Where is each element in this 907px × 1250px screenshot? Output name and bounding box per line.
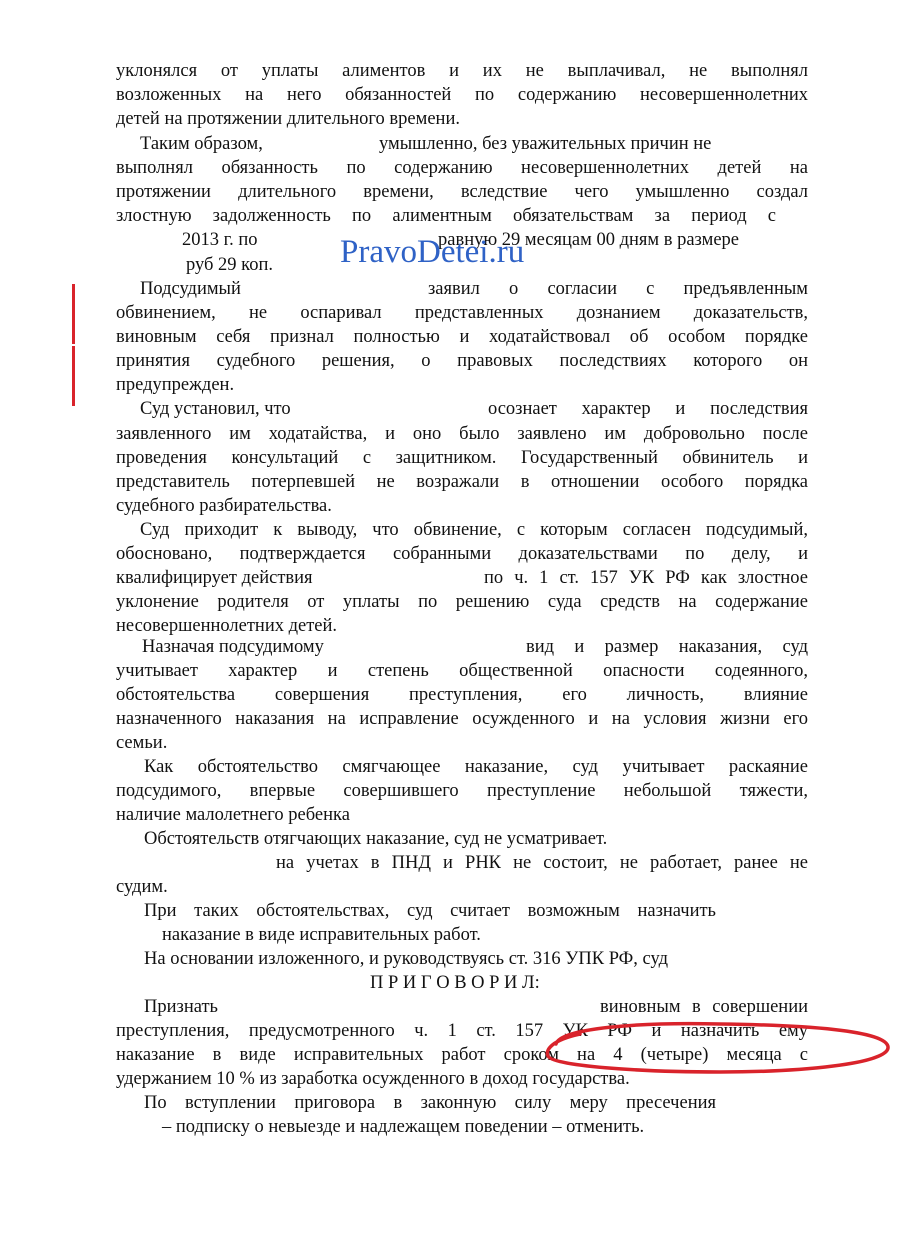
text-segment: Признать xyxy=(144,997,218,1017)
text-line: заявленного им ходатайства, и оно было заявлено им добровольно после xyxy=(116,424,808,444)
text-segment: осознает характер и последствия xyxy=(488,399,808,419)
text-segment: по ч. 1 ст. 157 УК РФ как злостное xyxy=(484,568,808,588)
text-line: назначенного наказания на исправление осужденного и на условия жизни его xyxy=(116,709,808,729)
text-line: принятия судебного решения, о правовых последствиях которого он xyxy=(116,351,808,371)
verdict-heading: П Р И Г О В О Р И Л: xyxy=(370,973,540,993)
text-segment: 2013 г. по xyxy=(182,230,258,250)
text-line: обосновано, подтверждается собранными доказательствами по делу, и xyxy=(116,544,808,564)
text-line: наказание в виде исправительных работ. xyxy=(162,925,481,945)
text-line: обстоятельства совершения преступления, его личность, влияние xyxy=(116,685,808,705)
text-line: наличие малолетнего ребенка xyxy=(116,805,350,825)
text-line: На основании изложенного, и руководствуясь ст. 316 УПК РФ, суд xyxy=(144,949,668,969)
text-line: выполнял обязанность по содержанию несовершеннолетних детей на xyxy=(116,158,808,178)
text-segment: вид и размер наказания, суд xyxy=(526,637,808,657)
text-line: злостную задолженность по алиментным обязательствам за период с xyxy=(116,206,776,226)
text-line: виновным себя признал полностью и ходатайствовал об особом порядке xyxy=(116,327,808,347)
text-line: проведения консультаций с защитником. Государственный обвинитель и xyxy=(116,448,808,468)
text-line: протяжении длительного времени, вследствие чего умышленно создал xyxy=(116,182,808,202)
text-line: – подписку о невыезде и надлежащем поведении – отменить. xyxy=(162,1117,645,1137)
text-segment: виновным в совершении xyxy=(600,997,808,1017)
text-line: детей на протяжении длительного времени. xyxy=(116,109,460,129)
text-line: При таких обстоятельствах, суд считает возможным назначить xyxy=(144,901,716,921)
text-line: Как обстоятельство смягчающее наказание, суд учитывает раскаяние xyxy=(144,757,808,777)
text-line: По вступлении приговора в законную силу меру пресечения xyxy=(144,1093,716,1113)
text-line: наказание в виде исправительных работ сроком на 4 (четыре) месяца с xyxy=(116,1045,808,1065)
text-line: судим. xyxy=(116,877,168,897)
text-line: судебного разбирательства. xyxy=(116,496,332,516)
text-segment: руб 29 коп. xyxy=(186,255,273,275)
text-segment: заявил о согласии с предъявленным xyxy=(428,279,808,299)
text-segment: равную 29 месяцам 00 дням в размере xyxy=(438,230,739,250)
text-line: Суд приходит к выводу, что обвинение, с которым согласен подсудимый, xyxy=(140,520,808,540)
highlight-ellipse-stroke xyxy=(547,1024,888,1072)
text-segment: Таким образом, xyxy=(140,134,263,154)
text-line: преступления, предусмотренного ч. 1 ст. 157 УК РФ и назначить ему xyxy=(116,1021,808,1041)
text-line: удержанием 10 % из заработка осужденного в доход государства. xyxy=(116,1069,630,1089)
text-segment: Подсудимый xyxy=(140,279,241,299)
text-line: несовершеннолетних детей. xyxy=(116,616,338,636)
text-line: уклонялся от уплаты алиментов и их не выплачивал, не выполнял xyxy=(116,61,808,81)
watermark: PravoDetei.ru xyxy=(340,234,525,270)
text-line: возложенных на него обязанностей по содержанию несовершеннолетних xyxy=(116,85,808,105)
text-segment: умышленно, без уважительных причин не xyxy=(379,134,712,154)
text-segment: квалифицирует действия xyxy=(116,568,313,588)
text-line: семьи. xyxy=(116,733,168,753)
text-line: предупрежден. xyxy=(116,375,235,395)
text-line: представитель потерпевшей не возражали в отношении особого порядка xyxy=(116,472,808,492)
text-segment: на учетах в ПНД и РНК не состоит, не работает, ранее не xyxy=(276,853,808,873)
text-line: подсудимого, впервые совершившего преступление небольшой тяжести, xyxy=(116,781,808,801)
text-line: Обстоятельств отягчающих наказание, суд не усматривает. xyxy=(144,829,608,849)
text-line: уклонение родителя от уплаты по решению суда средств на содержание xyxy=(116,592,808,612)
text-segment: Суд установил, что xyxy=(140,399,291,419)
text-line: учитывает характер и степень общественной опасности содеянного, xyxy=(116,661,808,681)
text-segment: Назначая подсудимому xyxy=(142,637,324,657)
text-line: обвинением, не оспаривал представленных дознанием доказательств, xyxy=(116,303,808,323)
